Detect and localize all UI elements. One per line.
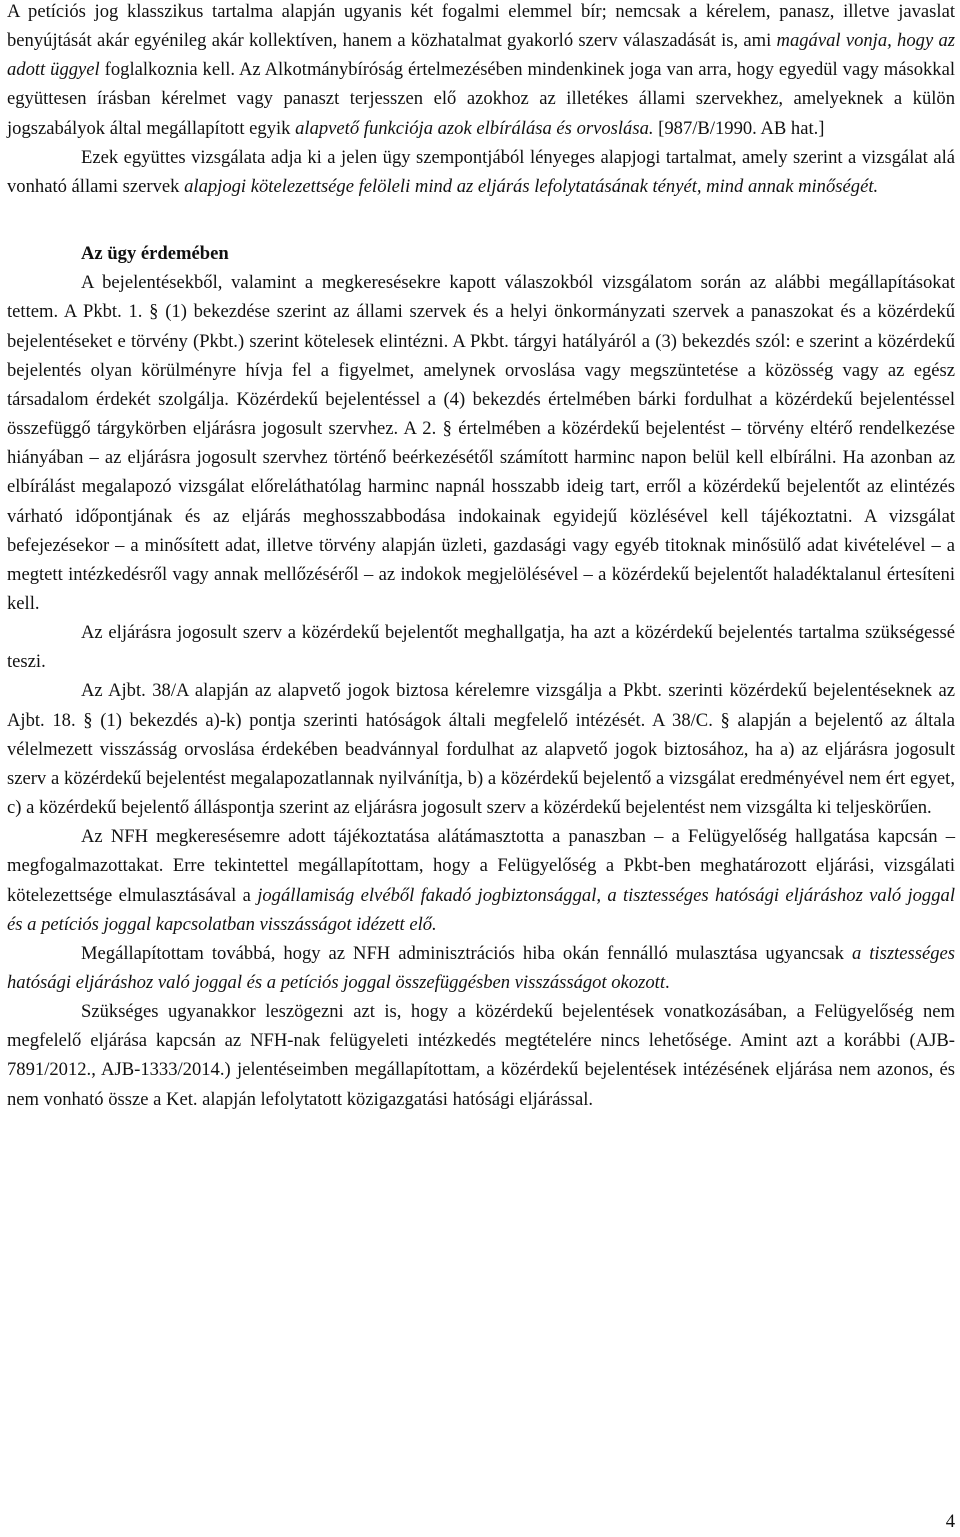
paragraph-nfh-omission [7, 939, 955, 997]
text-run: Az NFH megkeresésemre adott tájékoztatása alátámasztotta a panaszban – a Felügyelőség hallgatása kapcsán – megfogalmazottakat. Erre tekintettel megállapítottam, hogy a Felügyelőség a Pkbt-ben meghatározott eljárási, vizsgálati kötelezettsége elmulasztásával a [7, 826, 955, 906]
paragraph-ajbt [7, 676, 955, 822]
paragraph-supervisory-measure [7, 997, 955, 1114]
paragraph-joint-examination [7, 143, 955, 201]
text-run: Az eljárásra jogosult szerv a közérdekű bejelentőt meghallgatja, ha azt a közérdekű bejelentés tartalma szükségessé teszi. [7, 622, 955, 673]
italic-text-run: alapvető funkciója azok elbírálása és orvoslása. [295, 117, 654, 139]
italic-text-run: jogállamiság elvéből fakadó jogbiztonsággal, a tisztességes hatósági eljáráshoz való joggal és a petíciós joggal kapcsolatban visszásságot idézett elő. [7, 884, 955, 935]
text-run: A petíciós jog klasszikus tartalma alapján ugyanis két fogalmi elemmel bír; nemcsak a kérelem, panasz, illetve javaslat benyújtását akár egyénileg akár kollektíven, hanem a közhatalmat gyakorló szerv válaszadását is, ami [7, 1, 955, 52]
text-run: Megállapítottam továbbá, hogy az NFH adminisztrációs hiba okán fennálló mulasztása ugyancsak [81, 942, 852, 964]
text-run: Az Ajbt. 38/A alapján az alapvető jogok biztosa kérelemre vizsgálja a Pkbt. szerinti közérdekű bejelentéseknek az Ajbt. 18. § (1) bekezdés a)-k) pontja szerinti hatóságok általi megfelelő intézését. A 38/C. § alapján a bejelentő az általa vélelmezett visszásság orvoslása érdekében beadvánnyal fordulhat az alapvető jogok biztosához, ha a) az eljárásra jogosult szerv a közérdekű bejelentést megalapozatlannak nyilvánítja, b) a közérdekű bejelentő a vizsgálat eredményével nem ért egyet, c) a közérdekű bejelentő álláspontja szerint az eljárásra jogosult szerv a közérdekű bejelentést nem vizsgálta ki teljeskörűen. [7, 680, 955, 819]
paragraph-petition-right [7, 0, 955, 143]
italic-text-run: magával vonja, hogy az adott üggyel [7, 30, 955, 81]
paragraph-nfh-information [7, 822, 955, 939]
text-run: . [665, 972, 670, 993]
italic-text-run: a tisztességes hatósági eljáráshoz való joggal és a petíciós joggal összefüggésben visszásságot okozott [7, 942, 955, 993]
document-body [7, 0, 955, 1114]
page-number: 4 [945, 1511, 955, 1532]
section-heading: Az ügy érdemében [81, 243, 229, 265]
section-gap [7, 201, 955, 239]
paragraph-hearing [7, 618, 955, 676]
text-run: A bejelentésekből, valamint a megkeresésekre kapott válaszokból vizsgálatom során az alábbi megállapításokat tettem. A Pkbt. 1. § (1) bekezdése szerint az állami szervek és a helyi önkormányzati szervek a panaszokat és a közérdekű bejelentéseket e törvény (Pkbt.) szerint kötelesek elintézni. A Pkbt. tárgyi hatályáról a (3) bekezdés szól: e szerint a közérdekű bejelentés olyan körülményre hívja fel a figyelmet, amelynek orvoslása vagy megszüntetése a közösség vagy az egész társadalom érdekét szolgálja. Közérdekű bejelentéssel a (4) bekezdés értelmében bárki fordulhat a közérdekű bejelentéssel összefüggő tárgykörben eljárásra jogosult szervhez. A 2. § értelmében a közérdekű bejelentést – törvény eltérő rendelkezése hiányában – az eljárásra jogosult szervhez történő beérkezésétől számított harminc napon belül kell elbírálni. Ha azonban az elbírálást megalapozó vizsgálat előreláthatólag harminc napnál hosszabb ideig tart, erről a közérdekű bejelentőt az elintézés várható időpontjának és az eljárás meghosszabbodása indokainak egyidejű közlésével kell tájékoztatni. A vizsgálat befejezésekor – a minősített adat, illetve törvény alapján üzleti, gazdasági vagy egyéb titoknak minősülő adat kivételével – a megtett intézkedésről vagy annak mellőzéséről – az indokok megjelölésével – a közérdekű bejelentőt haladéktalanul értesíteni kell. [7, 272, 955, 614]
italic-text-run: alapjogi kötelezettsége felöleli mind az eljárás lefolytatásának tényét, mind annak minőségét. [184, 175, 879, 197]
text-run: Szükséges ugyanakkor leszögezni azt is, hogy a közérdekű bejelentések vonatkozásában, a Felügyelőség nem megfelelő eljárása kapcsán az NFH-nak felügyeleti intézkedés megtételére nincs lehetősége. Amint azt a korábbi (AJB-7891/2012., AJB-1333/2014.) jelentéseimben megállapítottam, a közérdekű bejelentések intézésének eljárása nem azonos, és nem vonható össze a Ket. alapján lefolytatott közigazgatási hatósági eljárással. [7, 1001, 955, 1110]
text-run: [987/B/1990. AB hat.] [653, 117, 825, 139]
paragraph-findings-pkbt [7, 268, 955, 618]
text-run: Ezek együttes vizsgálata adja ki a jelen ügy szempontjából lényeges alapjogi tartalmat, amely szerint a vizsgálat alá vonható állami szervek [7, 146, 955, 197]
text-run: foglalkoznia kell. Az Alkotmánybíróság értelmezésében mindenkinek joga van arra, hogy egyedül vagy másokkal együttesen írásban kérelmet vagy panaszt terjesszen elő azokhoz az illetékes állami szervekhez, amelyeknek a külön jogszabályok által megállapított egyik [7, 59, 955, 139]
